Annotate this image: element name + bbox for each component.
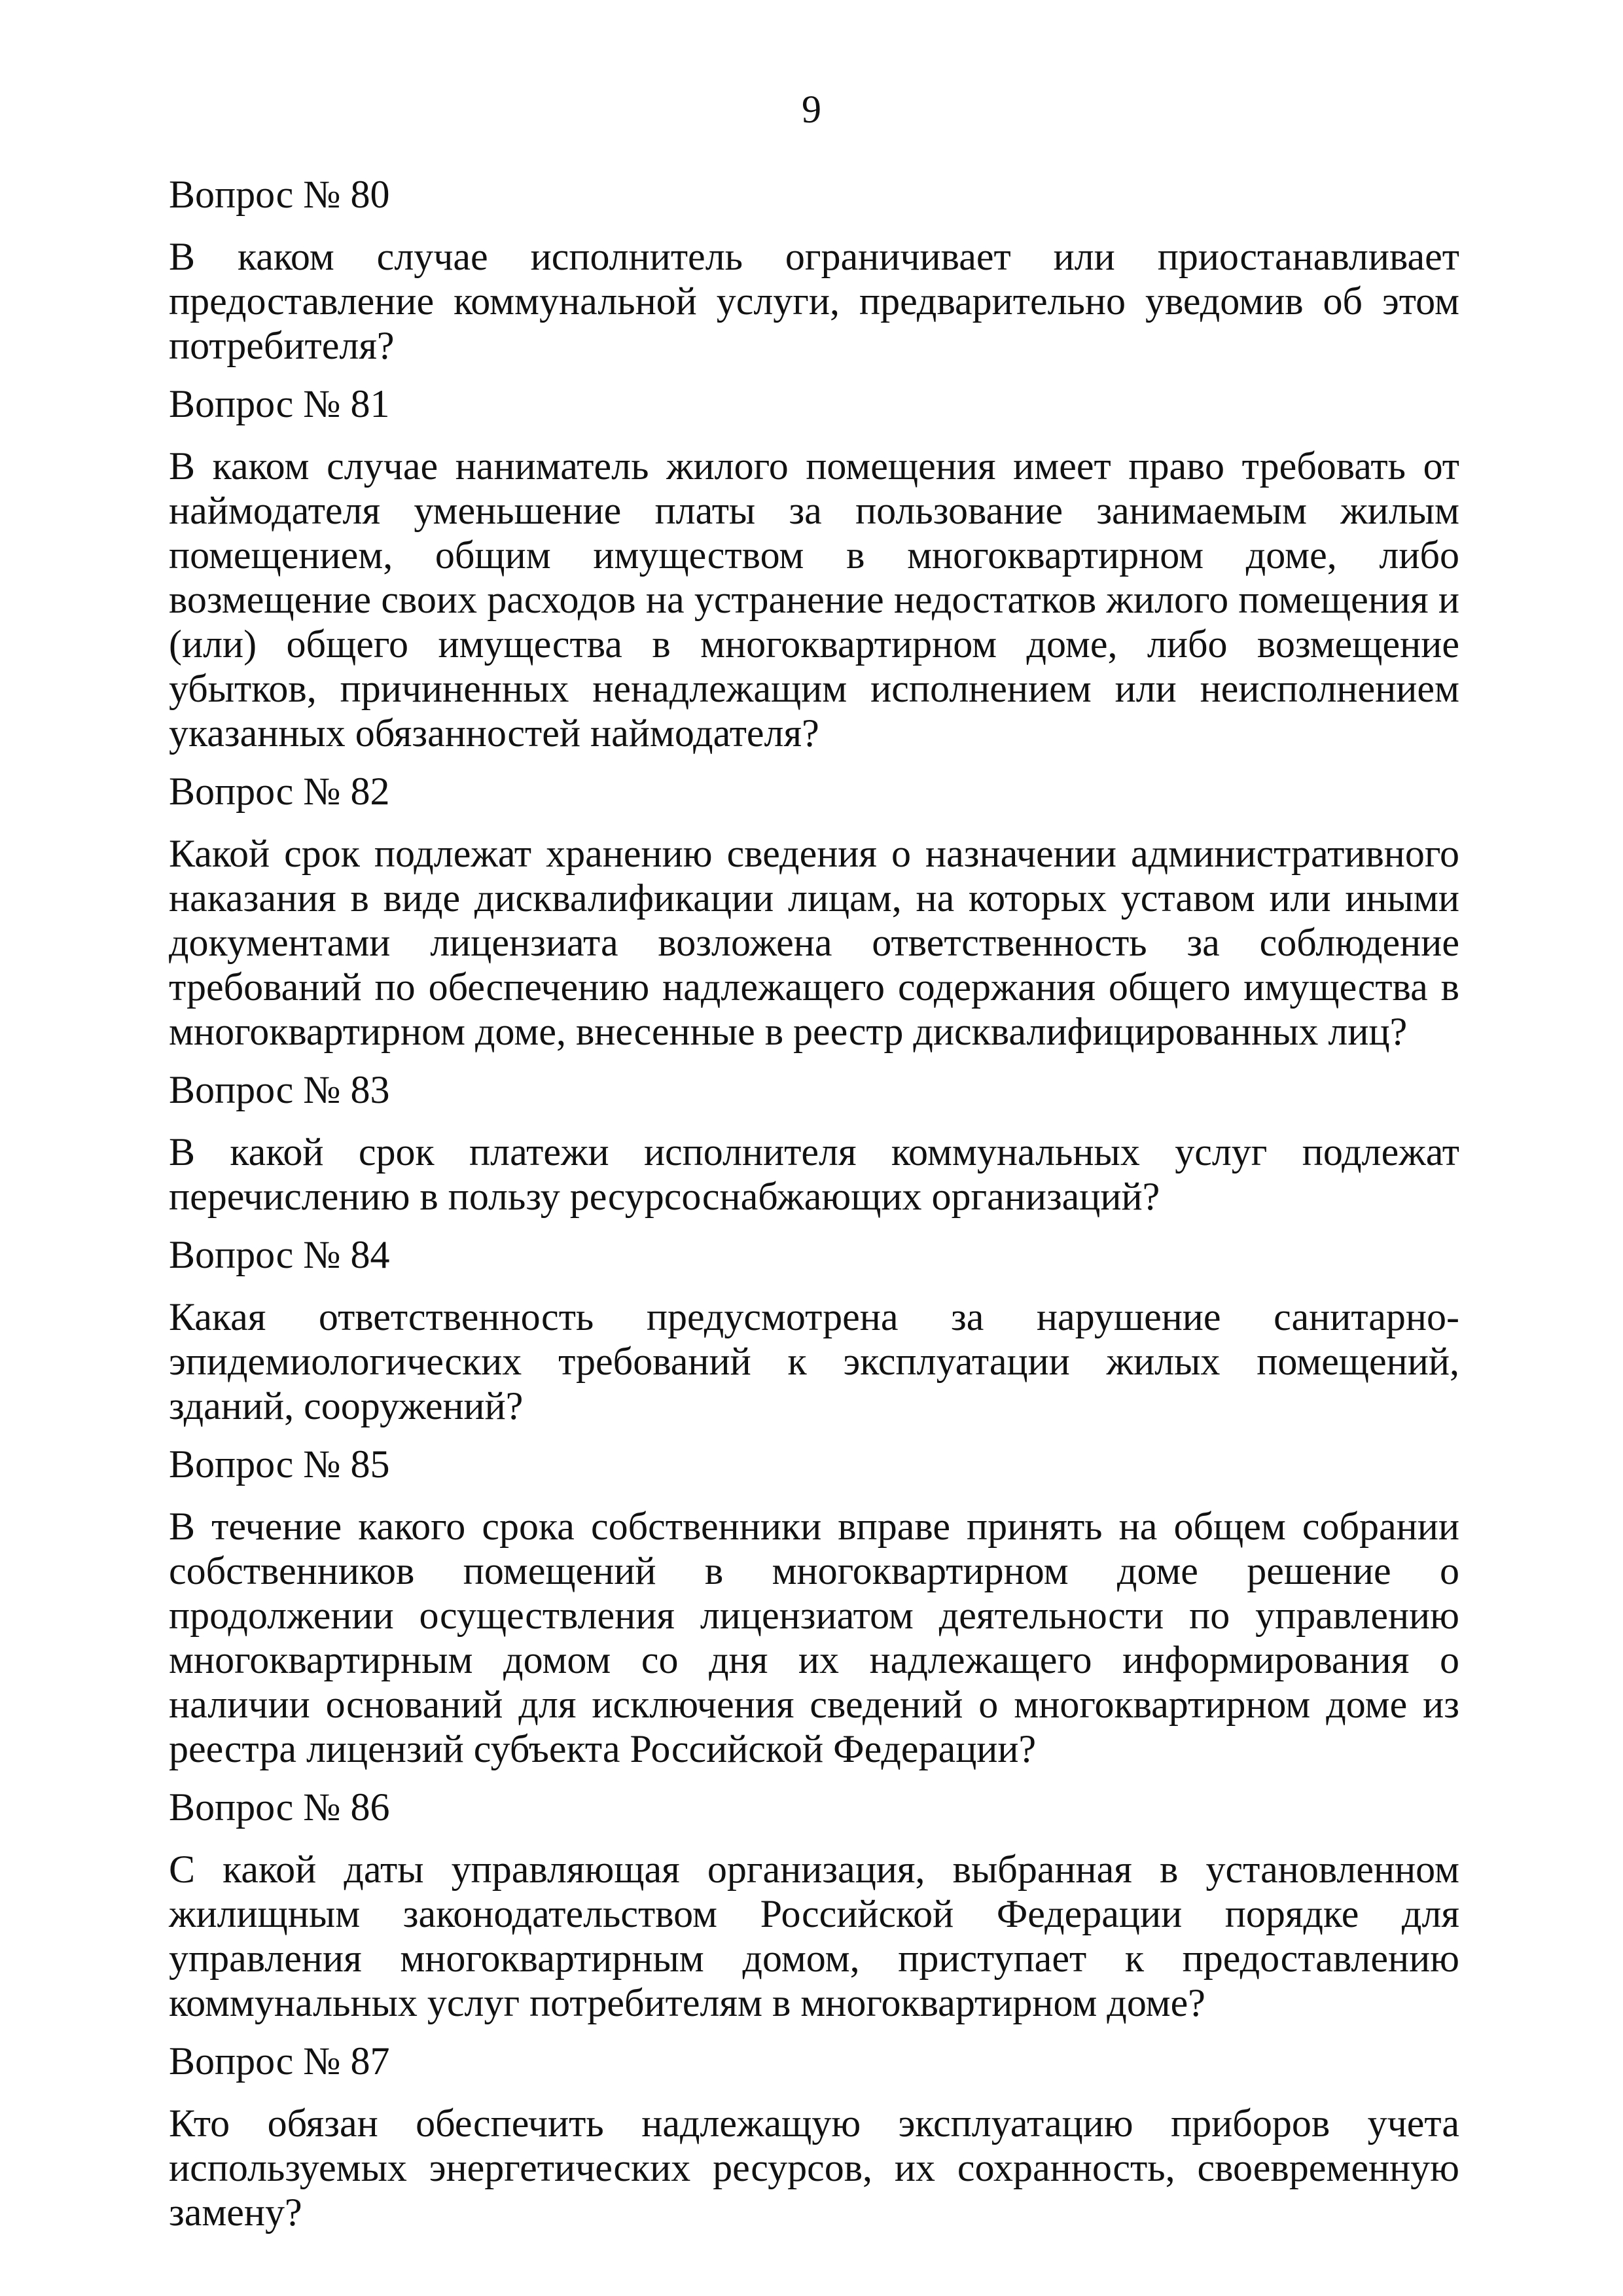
question-heading: Вопрос № 82: [169, 770, 390, 813]
question-86: [169, 1784, 1459, 2025]
question-heading: Вопрос № 81: [169, 382, 390, 425]
question-heading: Вопрос № 87: [169, 2039, 390, 2083]
question-text: В каком случае наниматель жилого помещения имеет право требовать от наймодателя уменьшение платы за пользование занимаемым жилым помещением, общим имуществом в многоквартирном доме, либо возмещение своих расходов на устранение недостатков жилого помещения и (или) общего имущества в многоквартирном доме, либо возмещение убытков, причиненных ненадлежащим исполнением или неисполнением указанных обязанностей наймодателя?: [169, 444, 1459, 755]
question-text: В какой срок платежи исполнителя коммунальных услуг подлежат перечислению в пользу ресурсоснабжающих организаций?: [169, 1130, 1459, 1218]
question-87: [169, 2038, 1459, 2234]
question-85: [169, 1441, 1459, 1771]
question-82: [169, 768, 1459, 1054]
page-number: 9: [802, 88, 821, 131]
question-80: [169, 171, 1459, 368]
question-list: [169, 171, 1459, 2248]
question-heading: Вопрос № 85: [169, 1443, 390, 1486]
question-text: Какая ответственность предусмотрена за нарушение санитарно-эпидемиологических требований к эксплуатации жилых помещений, зданий, сооружений?: [169, 1295, 1459, 1427]
question-text: Кто обязан обеспечить надлежащую эксплуатацию приборов учета используемых энергетических ресурсов, их сохранность, своевременную замену?: [169, 2102, 1459, 2234]
question-81: [169, 381, 1459, 755]
question-84: [169, 1232, 1459, 1428]
question-heading: Вопрос № 86: [169, 1785, 390, 1829]
question-text: В течение какого срока собственники вправе принять на общем собрании собственников помещений в многоквартирном доме решение о продолжении осуществления лицензиатом деятельности по управлению многоквартирным домом со дня их надлежащего информирования о наличии оснований для исключения сведений о многоквартирном доме из реестра лицензий субъекта Российской Федерации?: [169, 1505, 1459, 1770]
question-text: В каком случае исполнитель ограничивает или приостанавливает предоставление коммунальной услуги, предварительно уведомив об этом потребителя?: [169, 235, 1459, 367]
question-heading: Вопрос № 84: [169, 1233, 390, 1276]
question-text: Какой срок подлежат хранению сведения о назначении административного наказания в виде дисквалификации лицам, на которых уставом или иными документами лицензиата возложена ответственность за соблюдение требований по обеспечению надлежащего содержания общего имущества в многоквартирном доме, внесенные в реестр дисквалифицированных лиц?: [169, 832, 1459, 1053]
question-heading: Вопрос № 80: [169, 173, 390, 216]
question-text: С какой даты управляющая организация, выбранная в установленном жилищным законодательством Российской Федерации порядке для управления многоквартирным домом, приступает к предоставлению коммунальных услуг потребителям в многоквартирном доме?: [169, 1848, 1459, 2024]
question-83: [169, 1067, 1459, 1219]
question-heading: Вопрос № 83: [169, 1068, 390, 1111]
